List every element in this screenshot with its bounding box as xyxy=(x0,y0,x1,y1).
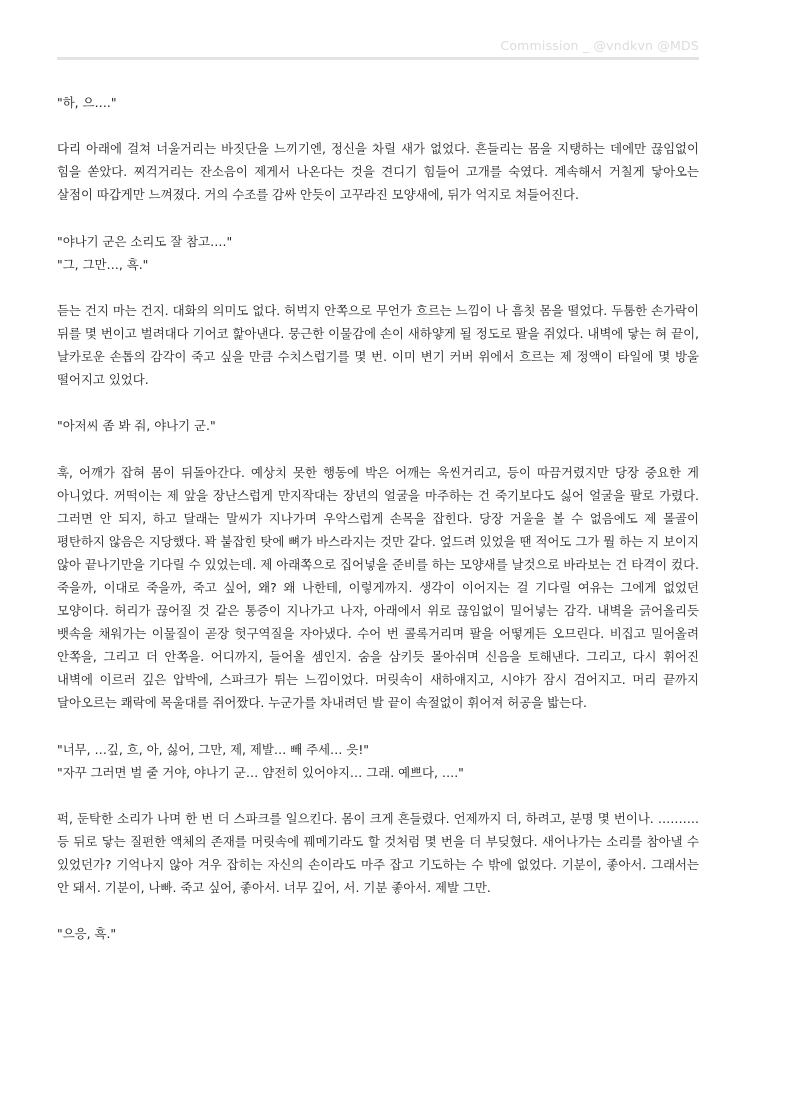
dialogue-line: "그, 그만…, 흑." xyxy=(57,256,149,272)
watermark: Commission _ @vndkvn @MDS xyxy=(500,38,699,53)
narration-paragraph: 다리 아래에 걸쳐 너울거리는 바짓단을 느끼기엔, 정신을 차릴 새가 없었다. 흔들리는 몸을 지탱하는 데에만 끊임없이 힘을 쏟았다. 찌걱거리는 잔소음이 제게서 나온다는 것을 견디기 힘들어 고개를 숙였다. 계속해서 거칠게 닿아오는 살점이 따갑게만 느껴졌다. 거의 수조를 감싸 안듯이 고꾸라진 모양새에, 뒤가 억지로 쳐들어진다. xyxy=(57,141,699,203)
header-rule xyxy=(57,57,699,60)
narration-paragraph: 훅, 어깨가 잡혀 몸이 뒤돌아간다. 예상치 못한 행동에 박은 어깨는 욱씬거리고, 등이 따끔거렸지만 당장 중요한 게 아니었다. 꺼떡이는 제 앞을 장난스럽게 만지작대는 장년의 얼굴을 마주하는 건 죽기보다도 싫어 얼굴을 팔로 가렸다. 그러면 안 되지, 하고 달래는 말씨가 지나가며 우악스럽게 손목을 잡힌다. 당장 거울을 볼 수 없음에도 제 몰골이 평탄하지 않음은 지당했다. 꽉 붙잡힌 탓에 뼈가 바스라지는 것만 같다. 엎드려 있었을 땐 적어도 그가 뭘 하는 지 보이지 않아 끝나기만을 기다릴 수 있었는데. 제 아래쪽으로 집어넣을 준비를 하는 모양새를 날것으로 바라보는 건 타격이 컸다. 죽을까, 이대로 죽을까, 죽고 싶어, 왜? 왜 나한테, 이렇게까지. 생각이 이어지는 걸 기다릴 여유는 그에게 없었던 모양이다. 허리가 끊어질 것 같은 통증이 지나가고 나자, 아래에서 위로 끊임없이 밀어넣는 감각. 내벽을 긁어올리듯 뱃속을 채워가는 이물질이 곧장 헛구역질을 자아냈다. 수어 번 콜록거리며 팔을 어떻게든 오므린다. 비집고 밀어올려 안쪽을, 그리고 더 안쪽을. 어디까지, 들어올 셈인지. 숨을 삼키듯 몰아쉬며 신음을 토해낸다. 그리고, 다시 휘어진 내벽에 이르러 깊은 압박에, 스파크가 튀는 느낌이었다. 머릿속이 새하얘지고, 시야가 잠시 검어지고. 머리 끝까지 달아오르는 쾌락에 목울대를 쥐어짰다. 누군가를 차내려던 발 끝이 속절없이 휘어져 허공을 밟는다. xyxy=(57,464,699,711)
dialogue-line: "자꾸 그러면 벌 줄 거야, 야나기 군… 얌전히 있어야지… 그래. 예쁘다, …." xyxy=(57,764,464,780)
dialogue-line: "으응, 흑." xyxy=(57,926,117,942)
dialogue-line: "너무, …깊, 흐, 아, 싫어, 그만, 제, 제발… 빼 주세… 읏!" xyxy=(57,741,370,757)
dialogue-line: "야나기 군은 소리도 잘 참고…." xyxy=(57,233,233,249)
dialogue-line: "아저씨 좀 봐 줘, 야나기 군." xyxy=(57,418,216,434)
narration-paragraph: 퍽, 둔탁한 소리가 나며 한 번 더 스파크를 일으킨다. 몸이 크게 흔들렸다. 언제까지 더, 하려고, 분명 몇 번이나. ………. 등 뒤로 닿는 질펀한 액체의 존재를 머릿속에 꿰메기라도 할 것처럼 몇 번을 더 부딪혔다. 새어나가는 소리를 참아낼 수 있었던가? 기억나지 않아 겨우 잡히는 자신의 손이라도 마주 잡고 기도하는 수 밖에 없었다. 기분이, 좋아서. 그래서는 안 돼서. 기분이, 나빠. 죽고 싶어, 좋아서. 너무 깊어, 서. 기분 좋아서. 제발 그만. xyxy=(57,810,699,896)
narration-paragraph: 듣는 건지 마는 건지. 대화의 의미도 없다. 허벅지 안쪽으로 무언가 흐르는 느낌이 나 흠칫 몸을 떨었다. 두툼한 손가락이 뒤를 몇 번이고 벌려대다 기어코 핥아낸다. 뭉근한 이물감에 손이 새하얗게 될 정도로 팔을 쥐었다. 내벽에 닿는 혀 끝이, 날카로운 손톱의 감각이 죽고 싶을 만큼 수치스럽기를 몇 번. 이미 변기 커버 위에서 흐르는 제 정액이 타일에 몇 방울 떨어지고 있었다. xyxy=(57,302,699,388)
dialogue-line: "하, 으…." xyxy=(57,95,117,110)
story-body xyxy=(57,91,699,969)
